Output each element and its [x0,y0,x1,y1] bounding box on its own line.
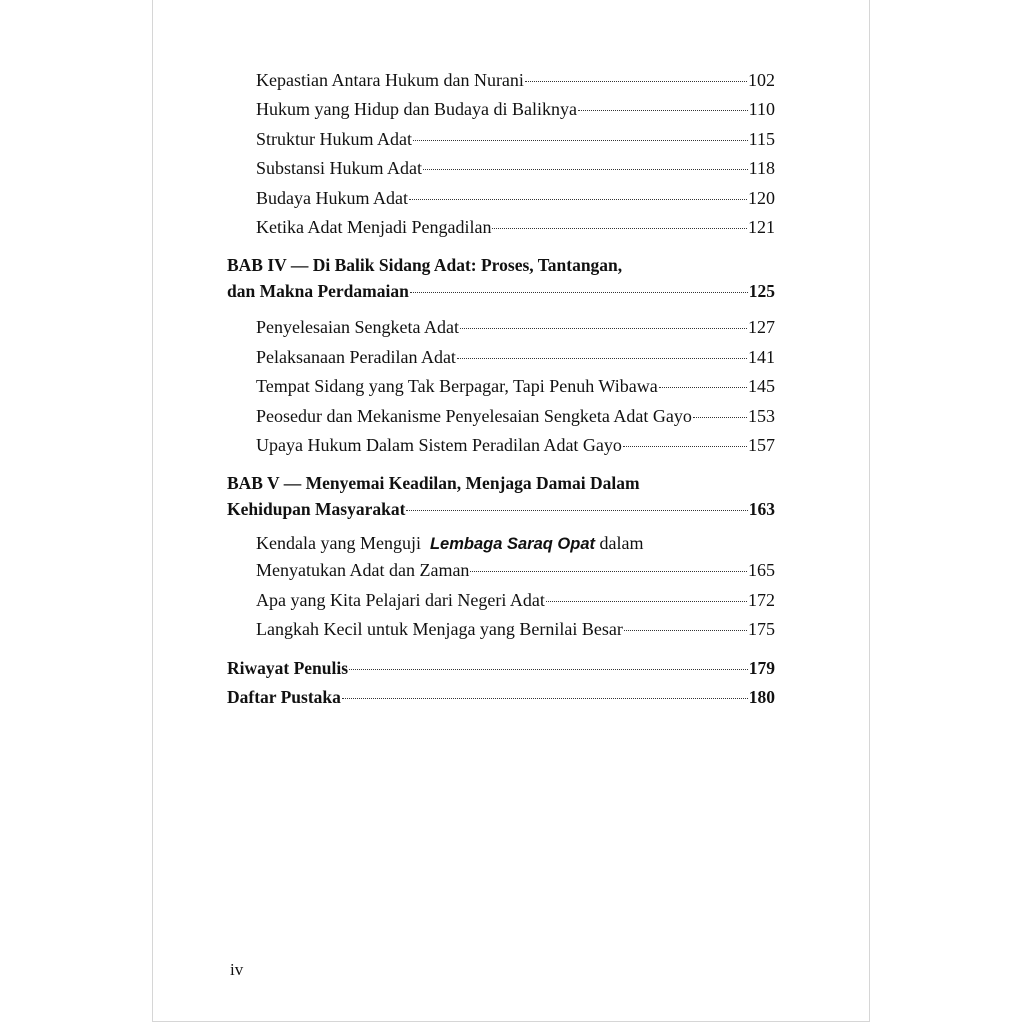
toc-entry-page: 175 [748,619,775,640]
toc-entry-page: 165 [748,560,775,581]
toc-entry [227,95,775,124]
toc-entry [227,431,775,460]
dot-leader [409,199,747,200]
toc-entry-title: Budaya Hukum Adat [256,187,408,208]
toc-entry-page: 127 [748,317,775,338]
toc-entry-title: Apa yang Kita Pelajari dari Negeri Adat [256,589,545,610]
toc-chapter-entry [227,496,775,522]
toc-entry-title: Daftar Pustaka [227,687,341,708]
toc-entry-title-line1 [227,531,775,556]
dot-leader [693,417,747,418]
toc-section-bab4-subentries [227,313,775,460]
toc-entry-page: 120 [748,187,775,208]
dot-leader [492,228,747,229]
toc-entry-title: Kepastian Antara Hukum dan Nurani [256,70,524,90]
toc-chapter-bab4 [227,252,775,304]
toc-entry-page: 180 [748,687,775,708]
chapter-page: 125 [748,281,775,302]
dot-leader [460,328,747,329]
toc-entry [227,586,775,615]
toc-entry-page: 118 [748,158,775,179]
toc-entry-page: 179 [748,657,775,678]
chapter-title-line2: Kehidupan Masyarakat [227,499,406,520]
toc-entry [227,154,775,183]
toc-entry-title-suffix: dalam [595,533,644,554]
toc-entry [227,343,775,372]
toc-entry-title: Riwayat Penulis [227,657,349,678]
dot-leader [659,387,747,388]
chapter-page: 163 [748,499,775,520]
toc-entry [227,125,775,154]
toc-chapter-bab5 [227,470,775,522]
page-number: iv [230,960,244,979]
chapter-title-line2: dan Makna Perdamaian [227,281,409,302]
toc-entry [227,615,775,644]
toc-entry-page: 141 [748,346,775,367]
toc-entry [227,402,775,431]
toc-entry-title: Langkah Kecil untuk Menjaga yang Bernilai Besar [256,619,623,640]
toc-entry [227,556,775,585]
toc-section-bab5-subentries [227,531,775,644]
book-page [152,0,870,1022]
toc-entry-title: Hukum yang Hidup dan Budaya di Baliknya [256,99,577,120]
toc-entry-title: Struktur Hukum Adat [256,128,412,149]
toc-entry-title: Penyelesaian Sengketa Adat [256,317,459,338]
chapter-title-line1: BAB V — Menyemai Keadilan, Menjaga Damai Dalam [227,473,640,494]
dot-leader [624,630,747,631]
table-of-contents [227,66,775,713]
toc-entry-title-prefix: Kendala yang Menguji [256,533,421,554]
toc-entry-daftar-pustaka [227,683,775,712]
toc-entry-title: Peosedur dan Mekanisme Penyelesaian Sengketa Adat Gayo [256,405,692,426]
toc-entry [227,213,775,242]
toc-entry [227,184,775,213]
dot-leader [423,169,748,170]
toc-entry-title: Pelaksanaan Peradilan Adat [256,346,456,367]
toc-entry-page: 102 [748,70,775,90]
dot-leader [578,110,748,111]
toc-entry [227,372,775,401]
dot-leader [406,510,747,511]
toc-entry [227,66,775,95]
dot-leader [349,669,748,670]
chapter-title-line1: BAB IV — Di Balik Sidang Adat: Proses, Tantangan, [227,255,623,276]
toc-chapter-entry [227,278,775,304]
toc-entry [227,313,775,342]
dot-leader [623,446,747,447]
dot-leader [342,698,748,699]
toc-entry-title: Substansi Hukum Adat [256,158,423,179]
toc-entry-page: 121 [748,217,775,238]
toc-entry-title-emphasis: Lembaga Saraq Opat [429,535,596,554]
toc-entry-page: 145 [748,376,775,397]
toc-entry-page: 172 [748,589,775,610]
toc-entry-page: 157 [748,435,775,456]
toc-entry-title: Tempat Sidang yang Tak Berpagar, Tapi Penuh Wibawa [256,376,658,397]
dot-leader [546,601,747,602]
toc-back-matter [227,654,775,713]
toc-entry-riwayat-penulis [227,654,775,683]
dot-leader [470,571,747,572]
dot-leader [413,140,748,141]
dot-leader [525,81,747,82]
toc-entry-page: 110 [748,99,775,120]
dot-leader [410,292,748,293]
toc-section-bab3-subentries [227,66,775,242]
toc-entry-page: 115 [748,128,775,149]
toc-entry-title: Ketika Adat Menjadi Pengadilan [256,217,492,238]
dot-leader [457,358,747,359]
toc-entry-title: Upaya Hukum Dalam Sistem Peradilan Adat Gayo [256,435,622,456]
toc-entry-page: 153 [748,405,775,426]
toc-entry-title-line2: Menyatukan Adat dan Zaman [256,560,470,581]
